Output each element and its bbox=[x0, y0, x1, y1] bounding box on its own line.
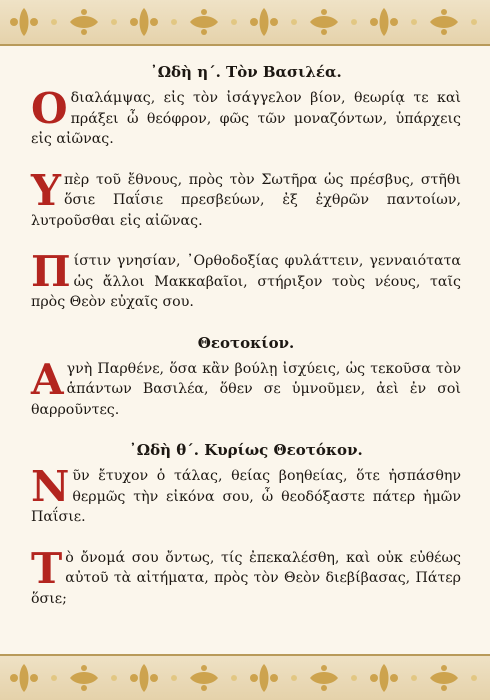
text-content bbox=[31, 62, 461, 609]
stanza-text: γνὴ Παρθένε, ὅσα κἂν βούλῃ ἰσχύεις, ὡς τεκοῦσα τὸν ἁπάντων Βασιλέα, ὅθεν σε ὑμνοῦμεν, ἀεὶ ἐν σοὶ θαρροῦντες. bbox=[31, 360, 461, 418]
troparion bbox=[31, 462, 461, 528]
troparion bbox=[31, 84, 461, 150]
ode-9-heading: ᾿Ωδὴ θ΄. Κυρίως Θεοτόκον. bbox=[129, 441, 363, 459]
theotokion-stanza bbox=[31, 354, 461, 421]
ode-8-heading: ᾿Ωδὴ η΄. Τὸν Βασιλέα. bbox=[150, 63, 342, 81]
stanza-text: διαλάμψας, εἰς τὸν ἰσάγγελον βίον, θεωρίᾳ τε καὶ πράξει ὦ θεόφρον, φῶς τῶν μοναζόντων, ὑπάρχεις εἰς αἰῶνας. bbox=[31, 90, 461, 147]
theotokion-heading: Θεοτοκίον. bbox=[197, 333, 295, 352]
stanza-text: ίστιν γνησίαν, ᾿Ορθοδοξίας φυλάττειν, γενναιότατα ὡς ἄλλοι Μακκαβαῖοι, στήριξον τοὺς νέους, ταῖς πρὸς Θεὸν εὐχαῖς σου. bbox=[31, 253, 461, 310]
stanza-text: ῦν ἔτυχον ὁ τάλας, θείας βοηθείας, ὅτε ἠσπάσθην θερμῶς τὴν εἰκόνα σου, ὦ θεοδόξαστε πάτερ ἡμῶν Παΐσιε. bbox=[31, 468, 461, 525]
stanza-text: ὸ ὄνομά σου ὄντως, τίς ἐπεκαλέσθη, καὶ οὐκ εὐθέως αὐτοῦ τὰ αἰτήματα, πρὸς τὸν Θεὸν διεβίβασας, Πάτερ ὅσιε; bbox=[31, 549, 461, 607]
troparion bbox=[31, 165, 461, 232]
drop-cap: Υ bbox=[31, 165, 61, 215]
troparion bbox=[31, 543, 461, 610]
drop-cap: Α bbox=[31, 354, 64, 404]
bottom-ornamental-border bbox=[0, 654, 490, 700]
stanza-text: πὲρ τοῦ ἔθνους, πρὸς τὸν Σωτῆρα ὡς πρέσβυς, στῆθι ὅσιε Παΐσιε πρεσβεύων, ἐξ ἐχθρῶν παντοίων, λυτροῦσθαι εἰς αἰῶνας. bbox=[31, 171, 461, 229]
drop-cap: Π bbox=[31, 247, 71, 296]
drop-cap: Τ bbox=[31, 543, 63, 593]
top-ornamental-border bbox=[0, 0, 490, 46]
floral-border-ornament-icon bbox=[0, 654, 490, 700]
troparion bbox=[31, 247, 461, 313]
floral-border-ornament-icon bbox=[0, 0, 490, 46]
drop-cap: Ν bbox=[31, 462, 70, 511]
drop-cap: Ο bbox=[31, 84, 68, 133]
